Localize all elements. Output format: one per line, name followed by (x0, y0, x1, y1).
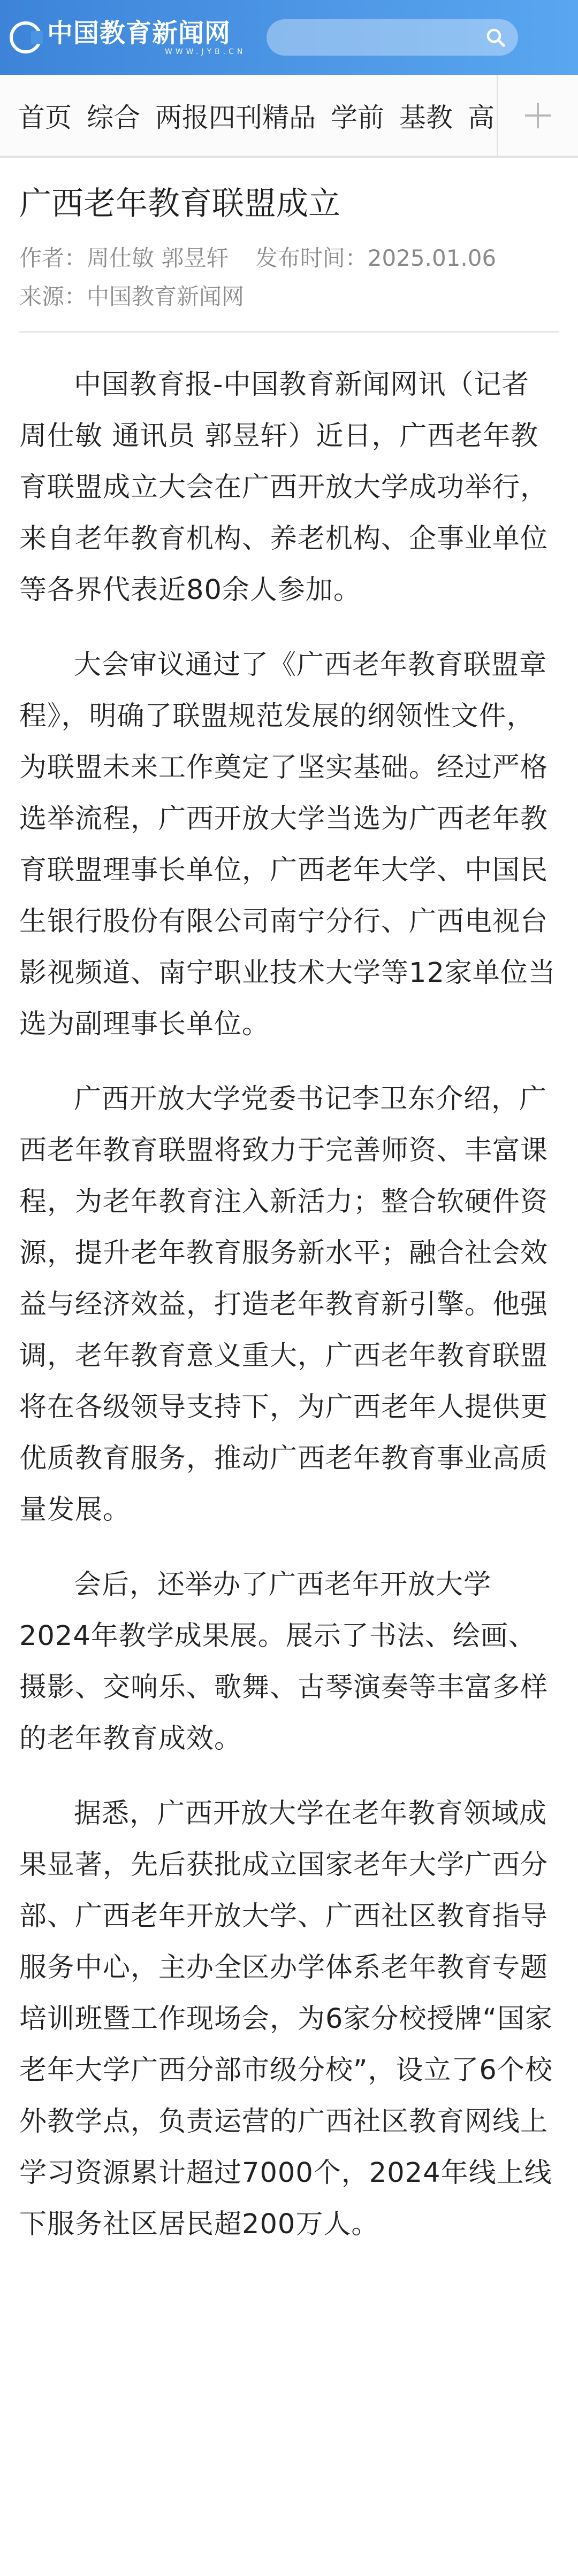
logo-url: WWW.JYB.CN (165, 48, 246, 56)
search-input[interactable] (267, 19, 518, 56)
article-body (19, 359, 559, 2250)
nav-item-preschool[interactable]: 学前 (331, 102, 384, 133)
nav-item-higher-edu[interactable]: 高 (468, 102, 495, 133)
channel-nav (0, 75, 578, 158)
source-info (19, 283, 244, 310)
paragraph: 会后，还举办了广西老年开放大学2024年教学成果展。展示了书法、绘画、摄影、交响乐、歌舞、古琴演奏等丰富多样的老年教育成效。 (19, 1569, 549, 1755)
nav-item-general[interactable]: 综合 (87, 102, 140, 133)
nav-items (0, 96, 495, 135)
paragraph: 据悉，广西开放大学在老年教育领域成果显著，先后获批成立国家老年大学广西分部、广西老年开放大学、广西社区教育指导服务中心，主办全区办学体系老年教育专题培训班暨工作现场会，为6家分校授牌“国家老年大学广西分部市级分校”，设立了6个校外教学点，负责运营的广西社区教育网线上学习资源累计超过7000个，2024年线上线下服务社区居民超200万人。 (19, 1798, 553, 2240)
author-info (19, 245, 229, 271)
article (0, 182, 578, 2250)
logo-icon (10, 21, 42, 53)
nav-item-home[interactable]: 首页 (18, 102, 72, 133)
author-label: 作者： (19, 245, 87, 271)
nav-expand-button[interactable] (497, 75, 578, 156)
paragraph: 广西开放大学党委书记李卫东介绍，广西老年教育联盟将致力于完善师资、丰富课程，为老年教育注入新活力；整合软硬件资源，提升老年教育服务新水平；融合社会效益与经济效益，打造老年教育新引擎。他强调，老年教育意义重大，广西老年教育联盟将在各级领导支持下，为广西老年人提供更优质教育服务，推动广西老年教育事业高质量发展。 (19, 1083, 549, 1526)
site-header (0, 0, 578, 75)
date-label: 发布时间： (255, 245, 368, 271)
source-name: 中国教育新闻网 (87, 283, 245, 310)
divider (19, 331, 559, 333)
site-logo[interactable] (10, 19, 250, 56)
paragraph: 中国教育报-中国教育新闻网讯（记者 周仕敏 通讯员 郭昱轩）近日，广西老年教育联盟成立大会在广西开放大学成功举行，来自老年教育机构、养老机构、企事业单位等各界代表近80余人参加。 (19, 369, 549, 606)
nav-item-featured[interactable]: 两报四刊精品 (155, 102, 316, 133)
logo-text: 中国教育新闻网 (47, 18, 231, 48)
paragraph: 大会审议通过了《广西老年教育联盟章程》，明确了联盟规范发展的纲领性文件，为联盟未来工作奠定了坚实基础。经过严格选举流程，广西开放大学当选为广西老年教育联盟理事长单位，广西老年大学、中国民生银行股份有限公司南宁分行、广西电视台影视频道、南宁职业技术大学等12家单位当选为副理事长单位。 (19, 649, 556, 1040)
source-label: 来源： (19, 283, 87, 310)
date-info (255, 245, 497, 271)
plus-icon (523, 101, 553, 130)
nav-item-basic-edu[interactable]: 基教 (399, 102, 453, 133)
search-icon[interactable] (485, 27, 506, 48)
author-name: 周仕敏 郭昱轩 (87, 245, 229, 271)
article-meta (19, 239, 559, 316)
publish-date: 2025.01.06 (367, 245, 497, 271)
article-title: 广西老年教育联盟成立 (19, 185, 340, 222)
